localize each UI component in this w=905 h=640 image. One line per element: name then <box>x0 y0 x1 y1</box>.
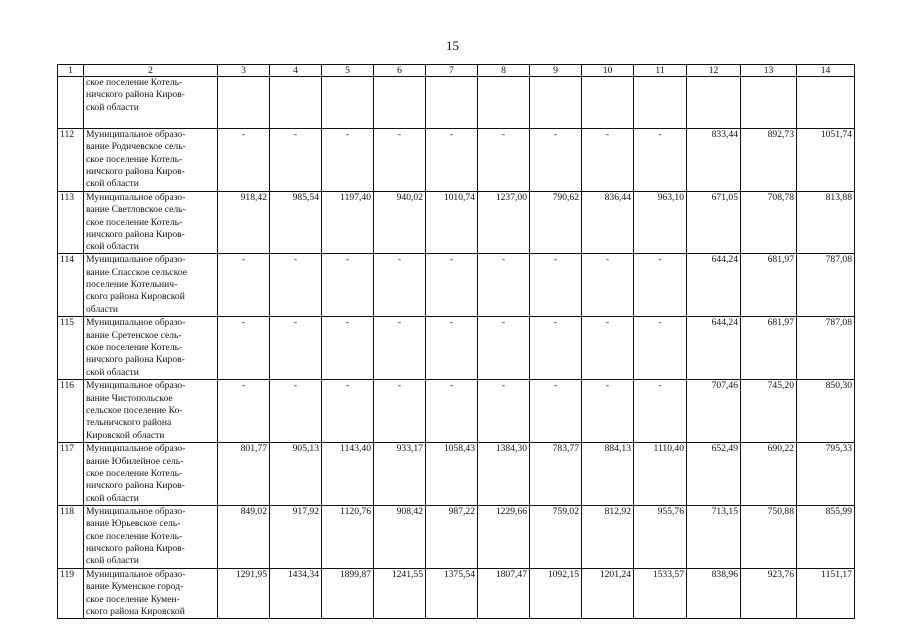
value-cell-col-13: 750,88 <box>741 505 797 568</box>
value-cell-col-3: 1291,95 <box>218 568 270 618</box>
value-cell-col-10 <box>582 77 634 129</box>
value-cell-col-6 <box>374 77 426 129</box>
value-cell-col-6: - <box>374 254 426 317</box>
column-header-8: 8 <box>478 65 530 77</box>
value-cell-col-5: - <box>322 254 374 317</box>
value-cell-col-11: - <box>634 380 687 443</box>
value-cell-col-14: 1051,74 <box>797 129 855 192</box>
value-cell-col-11: - <box>634 129 687 192</box>
row-number-cell: 112 <box>58 129 84 192</box>
table-row <box>58 568 855 618</box>
value-cell-col-3: 849,02 <box>218 505 270 568</box>
value-cell-col-14: 787,08 <box>797 254 855 317</box>
table-row <box>58 254 855 317</box>
value-cell-col-6: 940,02 <box>374 192 426 254</box>
table-row <box>58 505 855 568</box>
value-cell-col-6: - <box>374 129 426 192</box>
column-number-header-row <box>58 65 855 77</box>
value-cell-col-13: 892,73 <box>741 129 797 192</box>
value-cell-col-8: 1229,66 <box>478 505 530 568</box>
value-cell-col-4: - <box>270 380 322 443</box>
column-header-2: 2 <box>84 65 218 77</box>
value-cell-col-6: 933,17 <box>374 443 426 505</box>
value-cell-col-10: 884,13 <box>582 443 634 505</box>
value-cell-col-7: 1058,43 <box>426 443 478 505</box>
value-cell-col-11: 1533,57 <box>634 568 687 618</box>
value-cell-col-6: 1241,55 <box>374 568 426 618</box>
municipality-name-cell: ское поселение Котель- ничского района Киров- ской области <box>84 77 218 129</box>
value-cell-col-10: 812,92 <box>582 505 634 568</box>
row-number-cell: 114 <box>58 254 84 317</box>
value-cell-col-8: 1807,47 <box>478 568 530 618</box>
value-cell-col-13: 708,78 <box>741 192 797 254</box>
municipality-name-cell: Муниципальное образо- вание Юрьевское сель- ское поселение Котель- ничского района Киров- ской области <box>84 505 218 568</box>
value-cell-col-12: 644,24 <box>687 254 741 317</box>
value-cell-col-14: 795,33 <box>797 443 855 505</box>
table-row <box>58 317 855 380</box>
column-header-10: 10 <box>582 65 634 77</box>
value-cell-col-11 <box>634 77 687 129</box>
row-number-cell: 113 <box>58 192 84 254</box>
value-cell-col-9: 790,62 <box>530 192 582 254</box>
value-cell-col-7: - <box>426 254 478 317</box>
value-cell-col-5: - <box>322 380 374 443</box>
value-cell-col-3: - <box>218 129 270 192</box>
value-cell-col-3: - <box>218 380 270 443</box>
value-cell-col-13: 690,22 <box>741 443 797 505</box>
value-cell-col-3 <box>218 77 270 129</box>
value-cell-col-3: 801,77 <box>218 443 270 505</box>
value-cell-col-10: - <box>582 380 634 443</box>
value-cell-col-3: - <box>218 317 270 380</box>
value-cell-col-10: - <box>582 129 634 192</box>
column-header-12: 12 <box>687 65 741 77</box>
value-cell-col-12: 833,44 <box>687 129 741 192</box>
value-cell-col-9: - <box>530 317 582 380</box>
value-cell-col-13: 681,97 <box>741 317 797 380</box>
value-cell-col-12: 652,49 <box>687 443 741 505</box>
value-cell-col-7: - <box>426 317 478 380</box>
value-cell-col-9: - <box>530 380 582 443</box>
municipality-name-cell: Муниципальное образо- вание Юбилейное сель- ское поселение Котель- ничского района Киров- ской области <box>84 443 218 505</box>
value-cell-col-5: 1143,40 <box>322 443 374 505</box>
value-cell-col-3: 918,42 <box>218 192 270 254</box>
value-cell-col-11: 1110,40 <box>634 443 687 505</box>
value-cell-col-8: 1237,00 <box>478 192 530 254</box>
table-row <box>58 443 855 505</box>
value-cell-col-5: - <box>322 129 374 192</box>
value-cell-col-9: 1092,15 <box>530 568 582 618</box>
value-cell-col-14: 813,88 <box>797 192 855 254</box>
value-cell-col-4: 917,92 <box>270 505 322 568</box>
value-cell-col-5: 1120,76 <box>322 505 374 568</box>
value-cell-col-5: - <box>322 317 374 380</box>
column-header-5: 5 <box>322 65 374 77</box>
column-header-11: 11 <box>634 65 687 77</box>
value-cell-col-4: - <box>270 254 322 317</box>
value-cell-col-12: 644,24 <box>687 317 741 380</box>
table-row <box>58 129 855 192</box>
row-number-cell: 115 <box>58 317 84 380</box>
value-cell-col-3: - <box>218 254 270 317</box>
value-cell-col-7 <box>426 77 478 129</box>
row-number-cell: 116 <box>58 380 84 443</box>
value-cell-col-9: - <box>530 129 582 192</box>
column-header-14: 14 <box>797 65 855 77</box>
value-cell-col-6: - <box>374 380 426 443</box>
value-cell-col-8 <box>478 77 530 129</box>
value-cell-col-9: - <box>530 254 582 317</box>
value-cell-col-8: - <box>478 317 530 380</box>
municipality-name-cell: Муниципальное образо- вание Светловское сель- ское поселение Котель- ничского района Киров- ской области <box>84 192 218 254</box>
municipality-name-cell: Муниципальное образо- вание Родичевское сель- ское поселение Котель- ничского района Киров- ской области <box>84 129 218 192</box>
table-row <box>58 192 855 254</box>
value-cell-col-14: 1151,17 <box>797 568 855 618</box>
tariff-table <box>57 64 855 619</box>
municipality-name-cell: Муниципальное образо- вание Куменское город- ское поселение Кумен- ского района Кировской <box>84 568 218 618</box>
value-cell-col-9: 783,77 <box>530 443 582 505</box>
value-cell-col-4: 985,54 <box>270 192 322 254</box>
value-cell-col-10: - <box>582 317 634 380</box>
value-cell-col-4: 905,13 <box>270 443 322 505</box>
value-cell-col-8: - <box>478 380 530 443</box>
value-cell-col-7: 987,22 <box>426 505 478 568</box>
value-cell-col-5: 1197,40 <box>322 192 374 254</box>
column-header-7: 7 <box>426 65 478 77</box>
value-cell-col-10: - <box>582 254 634 317</box>
value-cell-col-14: 855,99 <box>797 505 855 568</box>
value-cell-col-7: 1375,54 <box>426 568 478 618</box>
value-cell-col-13: 923,76 <box>741 568 797 618</box>
value-cell-col-12: 707,46 <box>687 380 741 443</box>
value-cell-col-13: 681,97 <box>741 254 797 317</box>
column-header-6: 6 <box>374 65 426 77</box>
value-cell-col-13: 745,20 <box>741 380 797 443</box>
value-cell-col-6: 908,42 <box>374 505 426 568</box>
value-cell-col-14 <box>797 77 855 129</box>
value-cell-col-11: 963,10 <box>634 192 687 254</box>
value-cell-col-8: - <box>478 254 530 317</box>
row-number-cell: 118 <box>58 505 84 568</box>
value-cell-col-5 <box>322 77 374 129</box>
value-cell-col-4: - <box>270 317 322 380</box>
value-cell-col-5: 1899,87 <box>322 568 374 618</box>
page-number: 15 <box>446 38 459 53</box>
value-cell-col-12: 713,15 <box>687 505 741 568</box>
value-cell-col-10: 836,44 <box>582 192 634 254</box>
row-number-cell <box>58 77 84 129</box>
value-cell-col-11: - <box>634 254 687 317</box>
value-cell-col-7: - <box>426 380 478 443</box>
value-cell-col-14: 787,08 <box>797 317 855 380</box>
column-header-4: 4 <box>270 65 322 77</box>
municipality-name-cell: Муниципальное образо- вание Чистопольское сельское поселение Ко- тельничского района Кировской области <box>84 380 218 443</box>
column-header-9: 9 <box>530 65 582 77</box>
value-cell-col-8: 1384,30 <box>478 443 530 505</box>
row-number-cell: 119 <box>58 568 84 618</box>
value-cell-col-11: 955,76 <box>634 505 687 568</box>
municipality-name-cell: Муниципальное образо- вание Сретенское сель- ское поселение Котель- ничского района Киров- ской области <box>84 317 218 380</box>
value-cell-col-14: 850,30 <box>797 380 855 443</box>
value-cell-col-4: - <box>270 129 322 192</box>
value-cell-col-9: 759,02 <box>530 505 582 568</box>
row-number-cell: 117 <box>58 443 84 505</box>
value-cell-col-12: 838,96 <box>687 568 741 618</box>
column-header-3: 3 <box>218 65 270 77</box>
value-cell-col-4 <box>270 77 322 129</box>
value-cell-col-10: 1201,24 <box>582 568 634 618</box>
value-cell-col-12: 671,05 <box>687 192 741 254</box>
value-cell-col-12 <box>687 77 741 129</box>
value-cell-col-11: - <box>634 317 687 380</box>
value-cell-col-6: - <box>374 317 426 380</box>
table-row <box>58 380 855 443</box>
value-cell-col-7: 1010,74 <box>426 192 478 254</box>
value-cell-col-8: - <box>478 129 530 192</box>
table-row <box>58 77 855 129</box>
value-cell-col-9 <box>530 77 582 129</box>
column-header-1: 1 <box>58 65 84 77</box>
value-cell-col-4: 1434,34 <box>270 568 322 618</box>
column-header-13: 13 <box>741 65 797 77</box>
value-cell-col-7: - <box>426 129 478 192</box>
value-cell-col-13 <box>741 77 797 129</box>
municipality-name-cell: Муниципальное образо- вание Спасское сельское поселение Котельнич- ского района Кировской области <box>84 254 218 317</box>
